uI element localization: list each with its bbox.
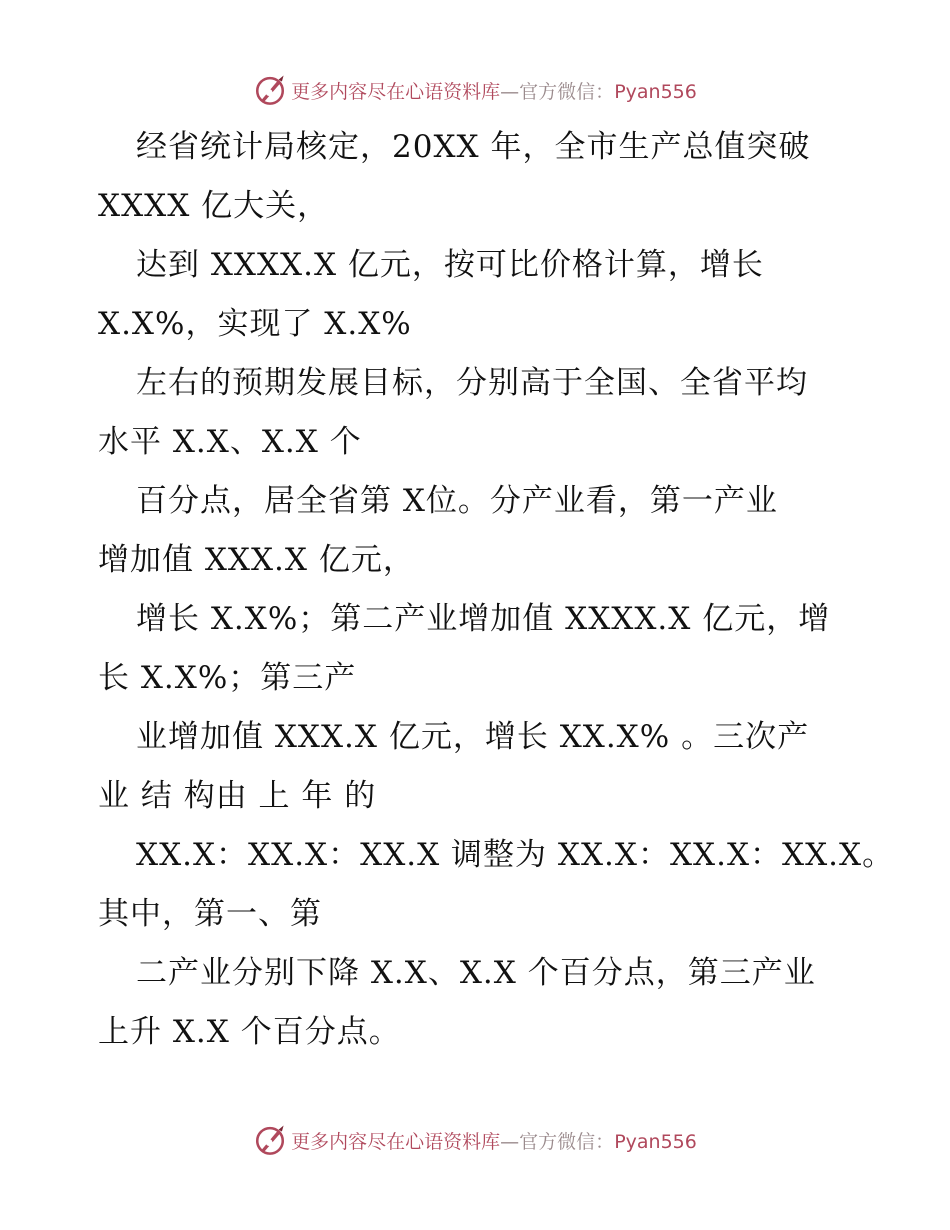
paragraph-line: 上升 X.X 个百分点。	[98, 1014, 401, 1050]
banner-wechat-label: 官方微信：	[519, 80, 615, 103]
paragraph-line: 左右的预期发展目标，分别高于全国、全省平均	[136, 365, 808, 401]
banner-main-text: 更多内容尽在心语资料库	[291, 80, 501, 103]
quill-pen-logo-icon	[253, 1123, 287, 1157]
paragraph-line: 经省统计局核定，20XX 年，全市生产总值突破	[136, 129, 811, 165]
footer-watermark-banner	[0, 1120, 950, 1160]
banner-separator: —	[500, 1130, 520, 1153]
header-watermark-banner	[0, 70, 950, 110]
banner-text	[291, 77, 697, 104]
paragraph-line: 达到 XXXX.X 亿元，按可比价格计算，增长	[136, 247, 764, 283]
banner-text	[291, 1127, 697, 1154]
paragraph-line: 长 X.X%；第三产	[98, 660, 357, 696]
paragraph-line: XXXX 亿大关，	[98, 188, 330, 224]
banner-main-text: 更多内容尽在心语资料库	[291, 1130, 501, 1153]
banner-separator: —	[500, 80, 520, 103]
paragraph-line: 二产业分别下降 X.X、X.X 个百分点，第三产业	[136, 955, 816, 991]
paragraph-line: 增加值 XXX.X 亿元，	[98, 542, 415, 578]
paragraph-line: 增长 X.X%；第二产业增加值 XXXX.X 亿元，增	[136, 601, 831, 637]
quill-pen-logo-icon	[253, 73, 287, 107]
banner-wechat-id: Pyan556	[614, 1130, 697, 1153]
banner-wechat-label: 官方微信：	[519, 1130, 615, 1153]
paragraph-line: 百分点，居全省第 X位。分产业看，第一产业	[136, 483, 778, 519]
paragraph-line: 业 结 构由 上 年 的	[98, 778, 377, 814]
paragraph-line: XX.X：XX.X：XX.X 调整为 XX.X：XX.X：XX.X。	[136, 837, 895, 873]
banner-wechat-id: Pyan556	[614, 80, 697, 103]
paragraph-line: X.X%，实现了 X.X%	[98, 306, 412, 342]
document-body	[98, 118, 895, 1062]
paragraph-line: 业增加值 XXX.X 亿元，增长 XX.X% 。三次产	[136, 719, 810, 755]
paragraph-line: 其中，第一、第	[98, 896, 322, 932]
paragraph-line: 水平 X.X、X.X 个	[98, 424, 362, 460]
